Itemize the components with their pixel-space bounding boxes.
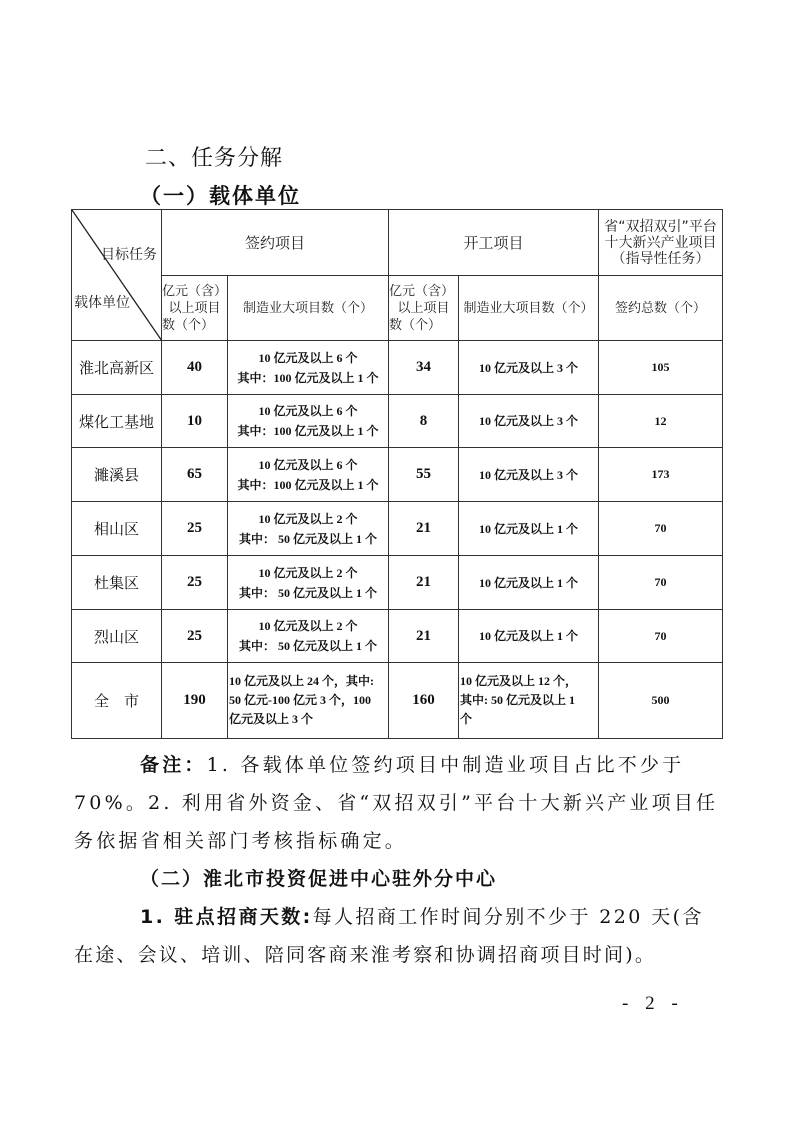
total-cell: 70 [599, 556, 723, 610]
task-table [71, 209, 723, 739]
total-cell: 70 [599, 502, 723, 556]
desc-line: 10 亿元及以上 24 个，其中: [229, 674, 374, 688]
sign-count-cell: 25 [162, 556, 228, 610]
item1-line-2: 在途、会议、培训、陪同客商来淮考察和协调招商项目时间)。 [74, 944, 657, 966]
item1-line-1 [140, 902, 730, 929]
total-cell: 12 [599, 395, 723, 448]
start-mfg-cell: 10 亿元及以上 3 个 [459, 395, 599, 448]
unit-cell: 淮北高新区 [72, 341, 162, 395]
section-title: 二、任务分解 [145, 146, 284, 171]
sign-mfg-cell [228, 610, 389, 663]
start-mfg-cell: 10 亿元及以上 1 个 [459, 610, 599, 663]
unit-cell: 相山区 [72, 502, 162, 556]
subheader-line: 数（个） [162, 317, 215, 333]
start-count-cell: 55 [389, 448, 459, 502]
subheader-line: 数（个） [389, 317, 442, 333]
unit-cell: 濉溪县 [72, 448, 162, 502]
table-header-row [72, 210, 723, 276]
platform-line: （指导性任务） [611, 250, 710, 267]
unit-cell: 全 市 [72, 663, 162, 739]
sign-mfg-cell [228, 395, 389, 448]
desc-line: 10 亿元及以上 6 个 [258, 404, 358, 418]
sign-mfg-cell [228, 663, 389, 739]
subsection-title-centers: （二）淮北市投资促进中心驻外分中心 [140, 868, 498, 890]
platform-line: 十大新兴产业项目 [604, 234, 717, 251]
diagonal-line [72, 210, 162, 341]
table-total-row [72, 663, 723, 739]
start-count-cell: 21 [389, 610, 459, 663]
start-mfg-cell: 10 亿元及以上 3 个 [459, 448, 599, 502]
note-text: 1. 各载体单位签约项目中制造业项目占比不少于 [206, 754, 685, 776]
desc-line: 10 亿元及以上 2 个 [258, 511, 358, 526]
start-mfg-cell: 10 亿元及以上 1 个 [459, 556, 599, 610]
sign-count-cell: 25 [162, 502, 228, 556]
subheader-sign-mfg: 制造业大项目数（个） [228, 276, 389, 341]
desc-line: 其中：100 亿元及以上 1 个 [237, 424, 379, 438]
item1-text: 每人招商工作时间分别不少于 220 天(含 [312, 906, 704, 928]
start-count-cell: 160 [389, 663, 459, 739]
sign-count-cell: 190 [162, 663, 228, 739]
desc-line: 其中: 50 亿元及以上 1 [460, 693, 575, 707]
start-mfg-cell: 10 亿元及以上 1 个 [459, 502, 599, 556]
corner-header-cell [72, 210, 162, 341]
start-mfg-cell: 10 亿元及以上 3 个 [459, 341, 599, 395]
subheader-line: 亿元（含） [389, 283, 455, 299]
desc-line: 其中：100 亿元及以上 1 个 [237, 477, 379, 492]
group-header-platform [599, 210, 723, 276]
sign-count-cell: 40 [162, 341, 228, 395]
subheader-line: 以上项目 [168, 300, 221, 316]
total-cell: 173 [599, 448, 723, 502]
note-line-3: 务依据省相关部门考核指标确定。 [74, 830, 408, 852]
table-row [72, 341, 723, 395]
desc-line: 10 亿元及以上 12 个， [460, 674, 578, 688]
group-header-sign: 签约项目 [162, 210, 389, 276]
sign-mfg-cell [228, 448, 389, 502]
start-mfg-cell [459, 663, 599, 739]
note-line-1 [140, 750, 730, 777]
page-number: - 2 - [622, 993, 684, 1014]
sign-count-cell: 25 [162, 610, 228, 663]
sign-mfg-cell [228, 502, 389, 556]
table-row [72, 395, 723, 448]
start-count-cell: 34 [389, 341, 459, 395]
note-line-2: 70%。2. 利用省外资金、省“双招双引”平台十大新兴产业项目任 [74, 792, 719, 814]
subheader-line: 亿元（含） [162, 283, 228, 299]
table-row [72, 556, 723, 610]
total-cell: 70 [599, 610, 723, 663]
subheader-start-count [389, 276, 459, 341]
sign-count-cell: 65 [162, 448, 228, 502]
total-cell: 105 [599, 341, 723, 395]
desc-line: 亿元及以上 3 个 [229, 712, 314, 726]
desc-line: 50 亿元-100 亿元 3 个，100 [229, 693, 371, 707]
desc-line: 其中：100 亿元及以上 1 个 [237, 370, 379, 385]
table-row [72, 610, 723, 663]
subheader-total: 签约总数（个） [599, 276, 723, 341]
desc-line: 10 亿元及以上 6 个 [258, 350, 358, 365]
table-row [72, 502, 723, 556]
start-count-cell: 21 [389, 556, 459, 610]
sign-mfg-cell [228, 341, 389, 395]
unit-cell: 杜集区 [72, 556, 162, 610]
corner-bottom-label: 载体单位 [74, 295, 130, 311]
sign-count-cell: 10 [162, 395, 228, 448]
unit-cell: 煤化工基地 [72, 395, 162, 448]
subheader-start-mfg: 制造业大项目数（个） [459, 276, 599, 341]
desc-line: 个 [460, 712, 473, 726]
subheader-line: 以上项目 [397, 300, 450, 316]
sign-mfg-cell [228, 556, 389, 610]
desc-line: 10 亿元及以上 2 个 [258, 565, 358, 580]
start-count-cell: 21 [389, 502, 459, 556]
table-subheader-row [72, 276, 723, 341]
desc-line: 其中： 50 亿元及以上 1 个 [238, 531, 377, 546]
desc-line: 10 亿元及以上 2 个 [258, 619, 358, 633]
desc-line: 10 亿元及以上 6 个 [258, 457, 358, 472]
desc-line: 其中： 50 亿元及以上 1 个 [238, 639, 377, 653]
group-header-start: 开工项目 [389, 210, 599, 276]
subheader-sign-count [162, 276, 228, 341]
item1-label: 1. 驻点招商天数: [140, 906, 313, 928]
note-label: 备注： [140, 754, 207, 776]
unit-cell: 烈山区 [72, 610, 162, 663]
subsection-title-carriers: （一）载体单位 [140, 184, 301, 208]
corner-top-label: 目标任务 [101, 247, 157, 263]
platform-line: 省“双招双引”平台 [604, 218, 717, 235]
start-count-cell: 8 [389, 395, 459, 448]
table-row [72, 448, 723, 502]
total-cell: 500 [599, 663, 723, 739]
desc-line: 其中： 50 亿元及以上 1 个 [238, 585, 377, 600]
